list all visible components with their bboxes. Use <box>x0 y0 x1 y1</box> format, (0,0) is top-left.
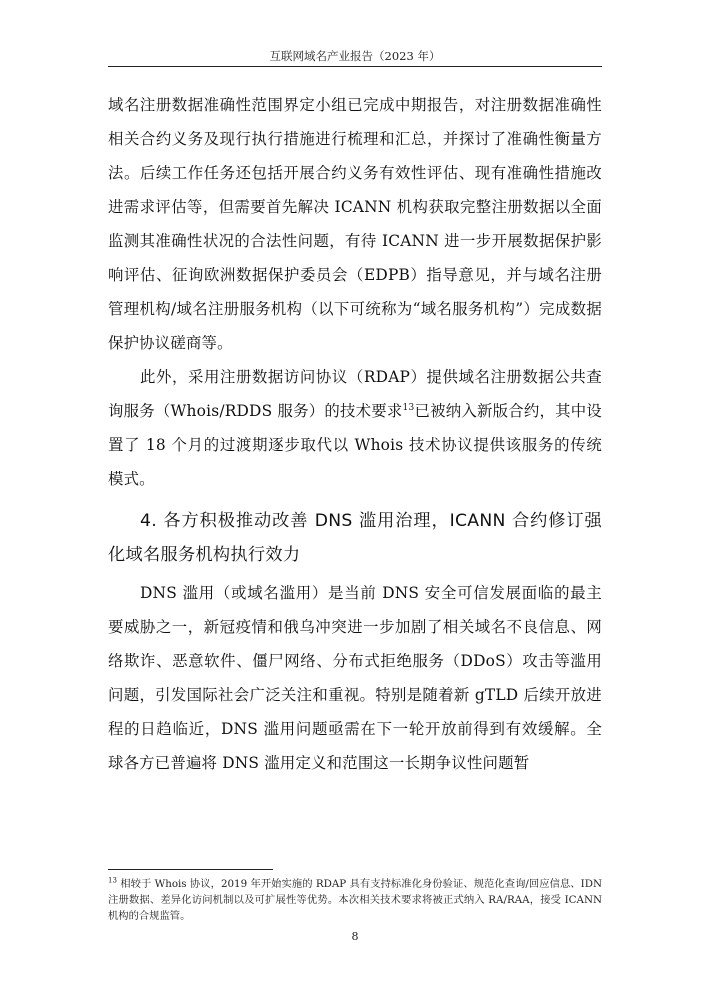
footnote-rule <box>108 869 273 870</box>
footnote-text: 相较于 Whois 协议，2019 年开始实施的 RDAP 具有支持标准化身份验证、规范化查询/回应信息、IDN 注册数据、差异化访问机制以及可扩展性等优势。本次相关技术要求将被正式纳入 RA/RAA，接受 ICANN 机构的合规监管。 <box>108 878 602 922</box>
section-heading: 4. 各方积极推动改善 DNS 滥用治理，ICANN 合约修订强化域名服务机构执行效力 <box>108 511 602 565</box>
paragraph-registration-accuracy: 域名注册数据准确性范围界定小组已完成中期报告，对注册数据准确性相关合约义务及现行执行措施进行梳理和汇总，并探讨了准确性衡量方法。后续工作任务还包括开展合约义务有效性评估、现有准确性措施改进需求评估等，但需要首先解决 ICANN 机构获取完整注册数据以全面监测其准确性状况的合法性问题，有待 ICANN 进一步开展数据保护影响评估、征询欧洲数据保护委员会（EDPB）指导意见，并与域名注册管理机构/域名注册服务机构（以下可统称为“域名服务机构”）完成数据保护协议磋商等。 <box>108 96 602 352</box>
footnote-reference[interactable]: 13 <box>402 402 415 413</box>
page-number: 8 <box>351 930 359 943</box>
paragraph-rdap-text-1: 此外，采用注册数据访问协议（RDAP）提供域名注册数据公共查询服务（Whois/RDDS 服务）的技术要求 <box>108 368 602 420</box>
header-rule <box>108 66 602 67</box>
paragraph-rdap-text-2: 已被纳入新版合约，其中设置了 18 个月的过渡期逐步取代以 Whois 技术协议提供该服务的传统模式。 <box>108 402 602 488</box>
paragraph-dns-abuse: DNS 滥用（或域名滥用）是当前 DNS 安全可信发展面临的最主要威胁之一，新冠疫情和俄乌冲突进一步加剧了相关域名不良信息、网络欺诈、恶意软件、僵尸网络、分布式拒绝服务（DDoS）攻击等滥用问题，引发国际社会广泛关注和重视。特别是随着新 gTLD 后续开放进程的日趋临近，DNS 滥用问题亟需在下一轮开放前得到有效缓解。全球各方已普遍将 DNS 滥用定义和范围这一长期争议性问题暂 <box>108 584 602 772</box>
footnote-number: 13 <box>108 876 117 885</box>
paragraph-rdap <box>108 360 602 496</box>
body-text <box>108 88 602 780</box>
running-header: 互联网域名产业报告（2023 年） <box>269 49 441 63</box>
footnote <box>108 876 602 924</box>
